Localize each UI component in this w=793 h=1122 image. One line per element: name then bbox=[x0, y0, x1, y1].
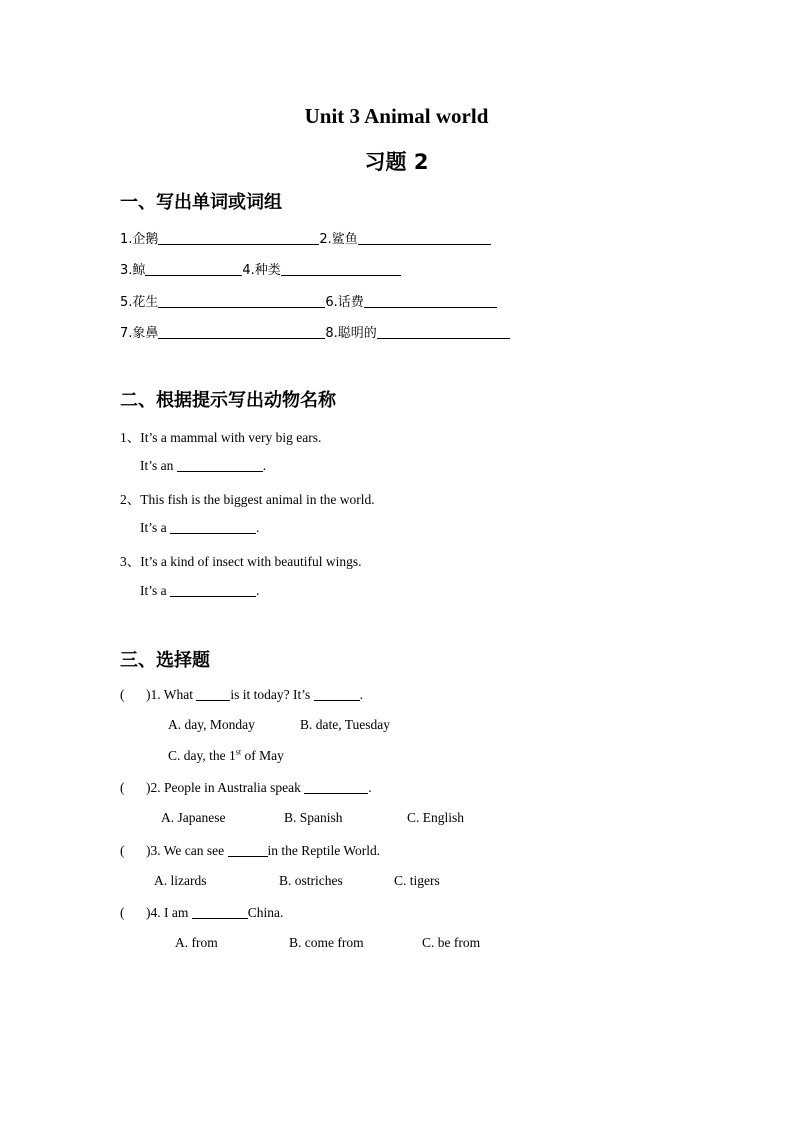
option-b[interactable]: B. Spanish bbox=[284, 810, 343, 825]
option-a[interactable]: A. Japanese bbox=[161, 810, 226, 825]
page-title: Unit 3 Animal world bbox=[304, 104, 489, 128]
answer-blank[interactable] bbox=[228, 842, 268, 857]
answer-blank[interactable] bbox=[158, 324, 325, 339]
page-subtitle: 习题 2 bbox=[364, 150, 429, 174]
section1-row-4 bbox=[120, 322, 510, 341]
answer-paren-open[interactable]: ( bbox=[120, 780, 125, 795]
option-a[interactable]: A. lizards bbox=[154, 873, 207, 888]
answer-paren-open[interactable]: ( bbox=[120, 843, 125, 858]
option-a[interactable]: A. day, Monday bbox=[168, 717, 255, 732]
answer-blank[interactable] bbox=[192, 904, 248, 919]
item-trunk-label: 7.象鼻 bbox=[120, 326, 159, 341]
answer-blank[interactable] bbox=[314, 686, 360, 701]
section1-row-2 bbox=[120, 259, 401, 278]
option-c[interactable]: C. tigers bbox=[394, 873, 440, 888]
section3-heading: 三、选择题 bbox=[120, 650, 210, 671]
answer-blank[interactable] bbox=[304, 779, 368, 794]
mc-question-4: ( )4. I am China. bbox=[120, 905, 284, 920]
answer-line: It’s an . bbox=[140, 458, 267, 473]
mc-question-3: ( )3. We can see in the Reptile World. bbox=[120, 843, 381, 858]
item-phone-bill-label: 6.话费 bbox=[325, 295, 364, 310]
answer-line: It’s a . bbox=[140, 583, 260, 598]
answer-blank[interactable] bbox=[158, 230, 319, 245]
item-clever-label: 8.聪明的 bbox=[325, 326, 377, 341]
answer-blank[interactable] bbox=[177, 457, 263, 472]
section2-heading: 二、根据提示写出动物名称 bbox=[120, 390, 336, 411]
question-text: 1、It’s a mammal with very big ears. bbox=[120, 430, 322, 445]
answer-blank[interactable] bbox=[358, 230, 491, 245]
answer-blank[interactable] bbox=[170, 582, 256, 597]
question-text: 2、This fish is the biggest animal in the world. bbox=[120, 492, 375, 507]
answer-paren-open[interactable]: ( bbox=[120, 687, 125, 702]
option-b[interactable]: B. date, Tuesday bbox=[300, 717, 391, 732]
item-kind-label: 4.种类 bbox=[242, 263, 281, 278]
answer-blank[interactable] bbox=[377, 324, 510, 339]
answer-blank[interactable] bbox=[170, 519, 256, 534]
item-penguin-label: 1.企鹅 bbox=[120, 232, 159, 247]
answer-paren-open[interactable]: ( bbox=[120, 905, 125, 920]
mc-question-2: ( )2. People in Australia speak . bbox=[120, 780, 372, 795]
item-peanut-label: 5.花生 bbox=[120, 295, 159, 310]
option-a[interactable]: A. from bbox=[175, 935, 218, 950]
section1-heading: 一、写出单词或词组 bbox=[120, 192, 282, 213]
answer-blank[interactable] bbox=[281, 261, 401, 276]
section1-row-1 bbox=[120, 228, 491, 247]
section1-row-3 bbox=[120, 291, 497, 310]
answer-blank[interactable] bbox=[158, 293, 325, 308]
answer-blank[interactable] bbox=[145, 261, 242, 276]
item-whale-label: 3.鲸 bbox=[120, 263, 146, 278]
answer-line: It’s a . bbox=[140, 520, 260, 535]
answer-blank[interactable] bbox=[364, 293, 497, 308]
item-shark-label: 2.鲨鱼 bbox=[319, 232, 358, 247]
option-b[interactable]: B. come from bbox=[289, 935, 364, 950]
option-c[interactable]: C. English bbox=[407, 810, 465, 825]
answer-blank[interactable] bbox=[196, 686, 230, 701]
mc-question-1: ( )1. What is it today? It’s . bbox=[120, 687, 363, 702]
option-b[interactable]: B. ostriches bbox=[279, 873, 343, 888]
option-c[interactable]: C. be from bbox=[422, 935, 481, 950]
option-c[interactable]: C. day, the 1st of May bbox=[168, 747, 284, 763]
question-text: 3、It’s a kind of insect with beautiful wings. bbox=[120, 554, 362, 569]
